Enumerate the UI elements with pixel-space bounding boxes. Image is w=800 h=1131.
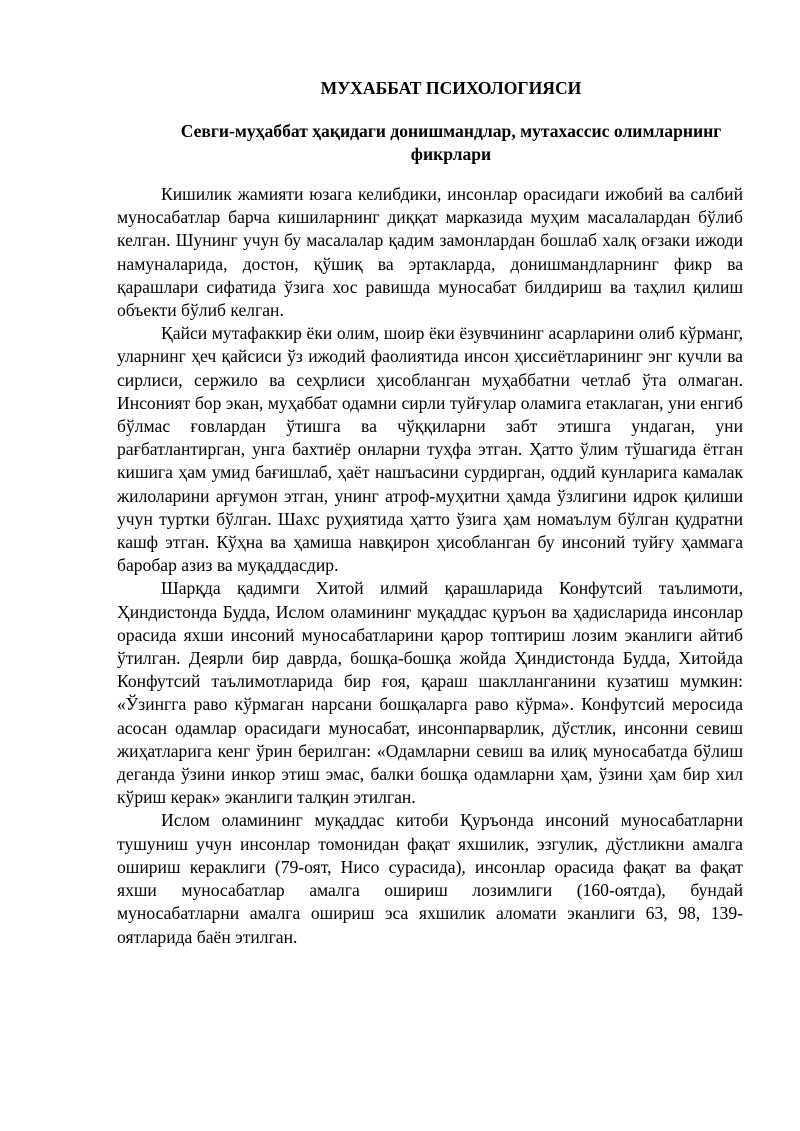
paragraph: Ислом оламининг муқаддас китоби Қуръонда инсоний муносабатларни тушуниш учун инсонлар томонидан фақат яхшилик, эзгулик, дўстликни амалга ошириш кераклиги (79-оят, Нисо сурасида), инсонлар орасида фақат ва фақат яхши муносабатлар амалга ошириш лозимлиги (160-оятда), бундай муносабатларни амалга ошириш эса яхшилик аломати эканлиги 63, 98, 139-оятларида баён этилган. <box>117 810 743 947</box>
page-title: МУХАББАТ ПСИХОЛОГИЯСИ <box>320 78 582 98</box>
paragraph: Қайси мутафаккир ёки олим, шоир ёки ёзувчининг асарларини олиб кўрманг, уларнинг ҳеч қайсиси ўз ижодий фаолиятида инсон ҳиссиётларининг энг кучли ва сирлиси, сержило ва сеҳрлиси ҳисобланган муҳаббатни четлаб ўта олмаган. Инсоният бор экан, муҳаббат одамни сирли туйғулар оламига етаклаган, уни енгиб бўлмас ғовлардан ўтишга ва чўққиларни забт этишга ундаган, уни рағбатлантирган, унга бахтиёр онларни туҳфа этган. Ҳатто ўлим тўшагида ётган кишига ҳам умид бағишлаб, ҳаёт нашъасини сурдирган, оддий кунларига камалак жилоларини арғумон этган, унинг атроф-муҳитни ҳамда ўзлигини идрок қилиши учун туртки бўлган. Шахс руҳиятида ҳатто ўзига ҳам номаълум бўлган қудратни кашф этган. Кўҳна ва ҳамиша навқирон ҳисобланган бу инсоний туйғу ҳаммага баробар азиз ва муқаддасдир. <box>117 323 743 576</box>
page-subtitle: Севги-муҳаббат ҳақидаги донишмандлар, мутахассис олимларнинг фикрлари <box>180 121 722 164</box>
paragraph: Шарқда қадимги Хитой илмий қарашларида Конфутсий таълимоти, Ҳиндистонда Будда, Ислом оламининг муқаддас қуръон ва ҳадисларида инсонлар орасида яхши инсоний муносабатларини қарор топтириш лозим эканлиги айтиб ўтилган. Деярли бир даврда, бошқа-бошқа жойда Ҳиндистонда Будда, Хитойда Конфутсий таълимотларида бир ғоя, қараш шаклланганини кузатиш мумкин: «Ўзингга раво кўрмаган нарсани бошқаларга раво кўрма». Конфутсий меросида асосан одамлар орасидаги муносабат, инсонпарварлик, дўстлик, инсонни севиш жиҳатларига кенг ўрин берилган: «Одамларни севиш ва илиқ муносабатда бўлиш деганда ўзини инкор этиш эмас, балки бошқа одамларни ҳам, ўзини ҳам бир хил кўриш керак» эканлиги талқин этилган. <box>117 578 743 808</box>
document-body <box>117 183 743 949</box>
paragraph: Кишилик жамияти юзага келибдики, инсонлар орасидаги ижобий ва салбий муносабатлар барча кишиларнинг диққат марказида муҳим масалалардан бўлиб келган. Шунинг учун бу масалалар қадим замонлардан бошлаб халқ оғзаки ижоди намуналарида, достон, қўшиқ ва эртакларда, донишмандларнинг фикр ва қарашлари сифатида ўзига хос равишда муносабат билдириш ва таҳлил қилиш объекти бўлиб келган. <box>117 184 743 321</box>
